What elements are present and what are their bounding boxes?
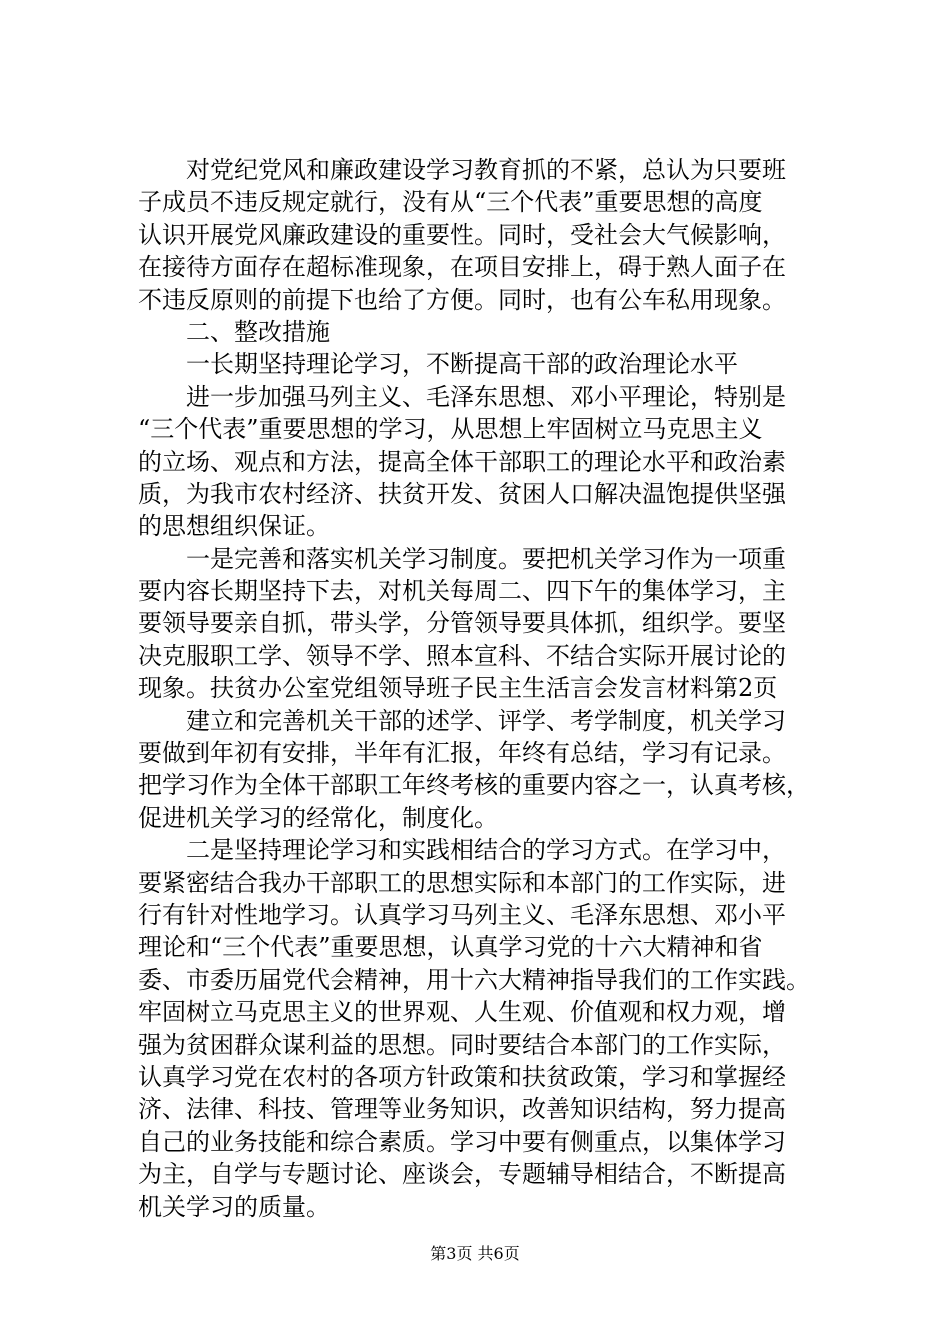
text-line: 不违反原则的前提下也给了方便。同时，也有公车私用现象。 bbox=[138, 285, 786, 314]
body-text bbox=[138, 154, 838, 1223]
text-line: 促进机关学习的经常化，制度化。 bbox=[138, 803, 498, 832]
text-line: 一长期坚持理论学习，不断提高干部的政治理论水平 bbox=[138, 350, 738, 379]
text-line: 一是完善和落实机关学习制度。要把机关学习作为一项重 bbox=[138, 544, 786, 573]
text-line: 认真学习党在农村的各项方针政策和扶贫政策，学习和掌握经 bbox=[138, 1062, 786, 1091]
text-line: 理论和“三个代表”重要思想，认真学习党的十六大精神和省 bbox=[138, 933, 763, 962]
text-line: 现象。扶贫办公室党组领导班子民主生活言会发言材料第2页 bbox=[138, 674, 778, 703]
text-line: 行有针对性地学习。认真学习马列主义、毛泽东思想、邓小平 bbox=[138, 900, 786, 929]
text-line: 要内容长期坚持下去，对机关每周二、四下午的集体学习，主 bbox=[138, 577, 786, 606]
text-line: 子成员不违反规定就行，没有从“三个代表”重要思想的高度 bbox=[138, 188, 763, 217]
text-line: 二是坚持理论学习和实践相结合的学习方式。在学习中， bbox=[138, 836, 786, 865]
text-line: 强为贫困群众谋利益的思想。同时要结合本部门的工作实际， bbox=[138, 1030, 786, 1059]
text-line: 要领导要亲自抓，带头学，分管领导要具体抓，组织学。要坚 bbox=[138, 609, 786, 638]
text-line: 自己的业务技能和综合素质。学习中要有侧重点，以集体学习 bbox=[138, 1127, 786, 1156]
text-line: 质，为我市农村经济、扶贫开发、贫困人口解决温饱提供坚强 bbox=[138, 479, 786, 508]
page-footer: 第3页 共6页 bbox=[430, 1244, 520, 1263]
text-line: 要做到年初有安排，半年有汇报，年终有总结，学习有记录。 bbox=[138, 739, 786, 768]
text-line: 在接待方面存在超标准现象，在项目安排上，碍于熟人面子在 bbox=[138, 253, 786, 282]
text-line: 为主，自学与专题讨论、座谈会，专题辅导相结合，不断提高 bbox=[138, 1160, 786, 1189]
text-line: 建立和完善机关干部的述学、评学、考学制度，机关学习 bbox=[138, 706, 786, 735]
text-line: 二、整改措施 bbox=[138, 317, 330, 346]
text-line: 要紧密结合我办干部职工的思想实际和本部门的工作实际，进 bbox=[138, 868, 786, 897]
text-line: 济、法律、科技、管理等业务知识，改善知识结构，努力提高 bbox=[138, 1095, 786, 1124]
text-line: 牢固树立马克思主义的世界观、人生观、价值观和权力观，增 bbox=[138, 998, 786, 1027]
text-line: 认识开展党风廉政建设的重要性。同时，受社会大气候影响， bbox=[138, 220, 786, 249]
text-line: 把学习作为全体干部职工年终考核的重要内容之一，认真考核， bbox=[138, 771, 810, 800]
text-line: 决克服职工学、领导不学、照本宣科、不结合实际开展讨论的 bbox=[138, 641, 786, 670]
text-line: 进一步加强马列主义、毛泽东思想、邓小平理论，特别是 bbox=[138, 382, 786, 411]
text-line: 的思想组织保证。 bbox=[138, 512, 330, 541]
text-line: 的立场、观点和方法，提高全体干部职工的理论水平和政治素 bbox=[138, 447, 786, 476]
text-line: 委、市委历届党代会精神，用十六大精神指导我们的工作实践。 bbox=[138, 965, 810, 994]
text-line: 机关学习的质量。 bbox=[138, 1192, 330, 1221]
text-line: 对党纪党风和廉政建设学习教育抓的不紧，总认为只要班 bbox=[138, 156, 786, 184]
text-line: “三个代表”重要思想的学习，从思想上牢固树立马克思主义 bbox=[138, 415, 763, 444]
